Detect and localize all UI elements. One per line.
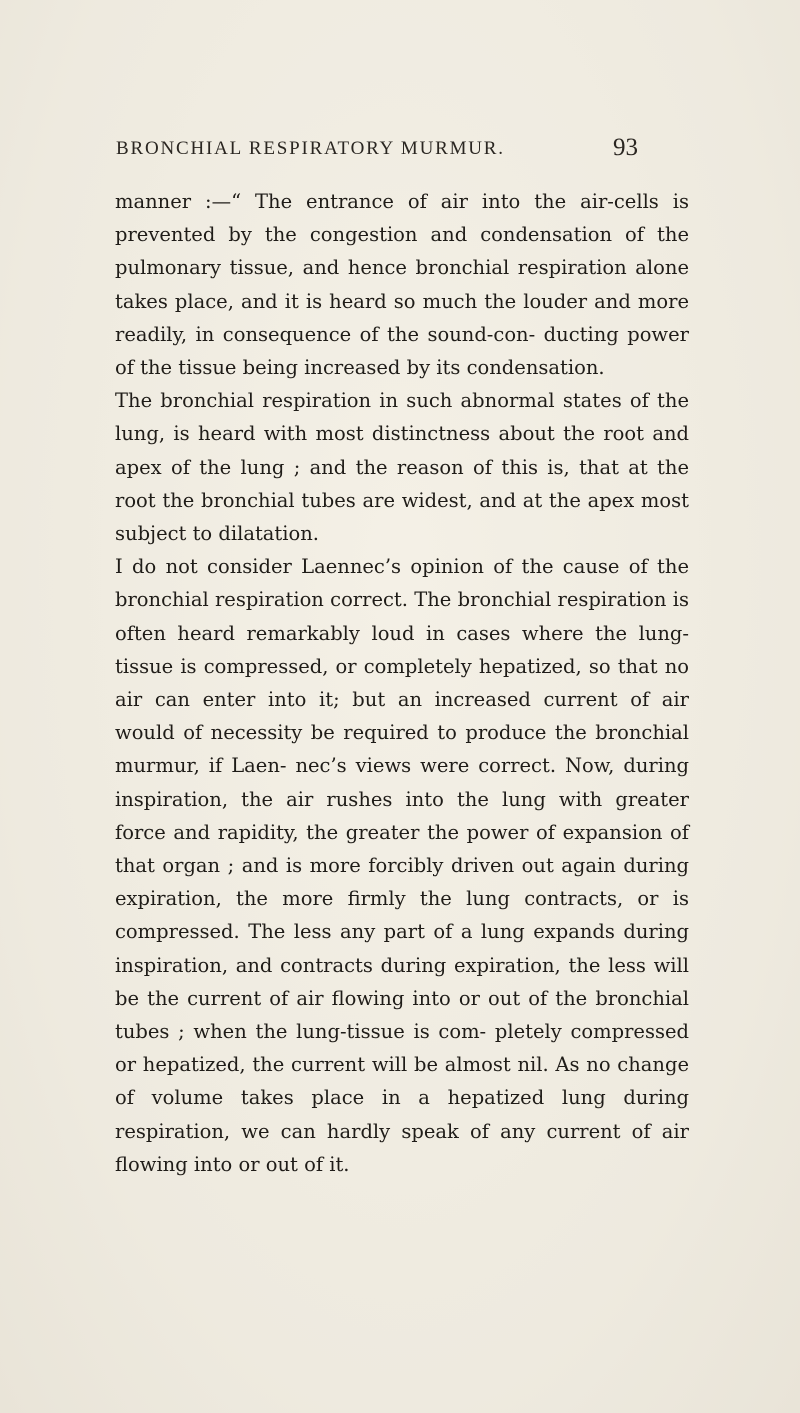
running-head <box>0 136 800 164</box>
paragraph-2: The bronchial respiration in such abnormal states of the lung, is heard with most distinctness about the root and apex of the lung ; and the reason of this is, that at the root the bronchial tubes are widest, and at the apex most subject to dilatation. <box>115 389 689 546</box>
page-number: 93 <box>613 134 638 161</box>
body-text <box>115 185 689 1181</box>
paragraph-1: manner :—“ The entrance of air into the air-cells is prevented by the congestion and condensation of the pulmonary tissue, and hence bronchial respiration alone takes place, and it is heard so much the louder and more readily, in consequence of the sound-con- ducting power of the tissue being increased by its condensation. <box>115 190 689 380</box>
running-title: BRONCHIAL RESPIRATORY MURMUR. <box>116 138 505 159</box>
paragraph-3: I do not consider Laennec’s opinion of the cause of the bronchial respiration correct. The bronchial respiration is often heard remarkably loud in cases where the lung-tissue is compressed, or completely hepatized, so that no air can enter into it; but an increased current of air would of necessity be required to produce the bronchial murmur, if Laen- nec’s views were correct. Now, during inspiration, the air rushes into the lung with greater force and rapidity, the greater the power of expansion of that organ ; and is more forcibly driven out again during expiration, the more firmly the lung contracts, or is compressed. The less any part of a lung expands during inspiration, and contracts during expiration, the less will be the current of air flowing into or out of the bronchial tubes ; when the lung-tissue is com- pletely compressed or hepatized, the current will be almost nil. As no change of volume takes place in a hepatized lung during respiration, we can hardly speak of any current of air flowing into or out of it. <box>115 555 689 1176</box>
